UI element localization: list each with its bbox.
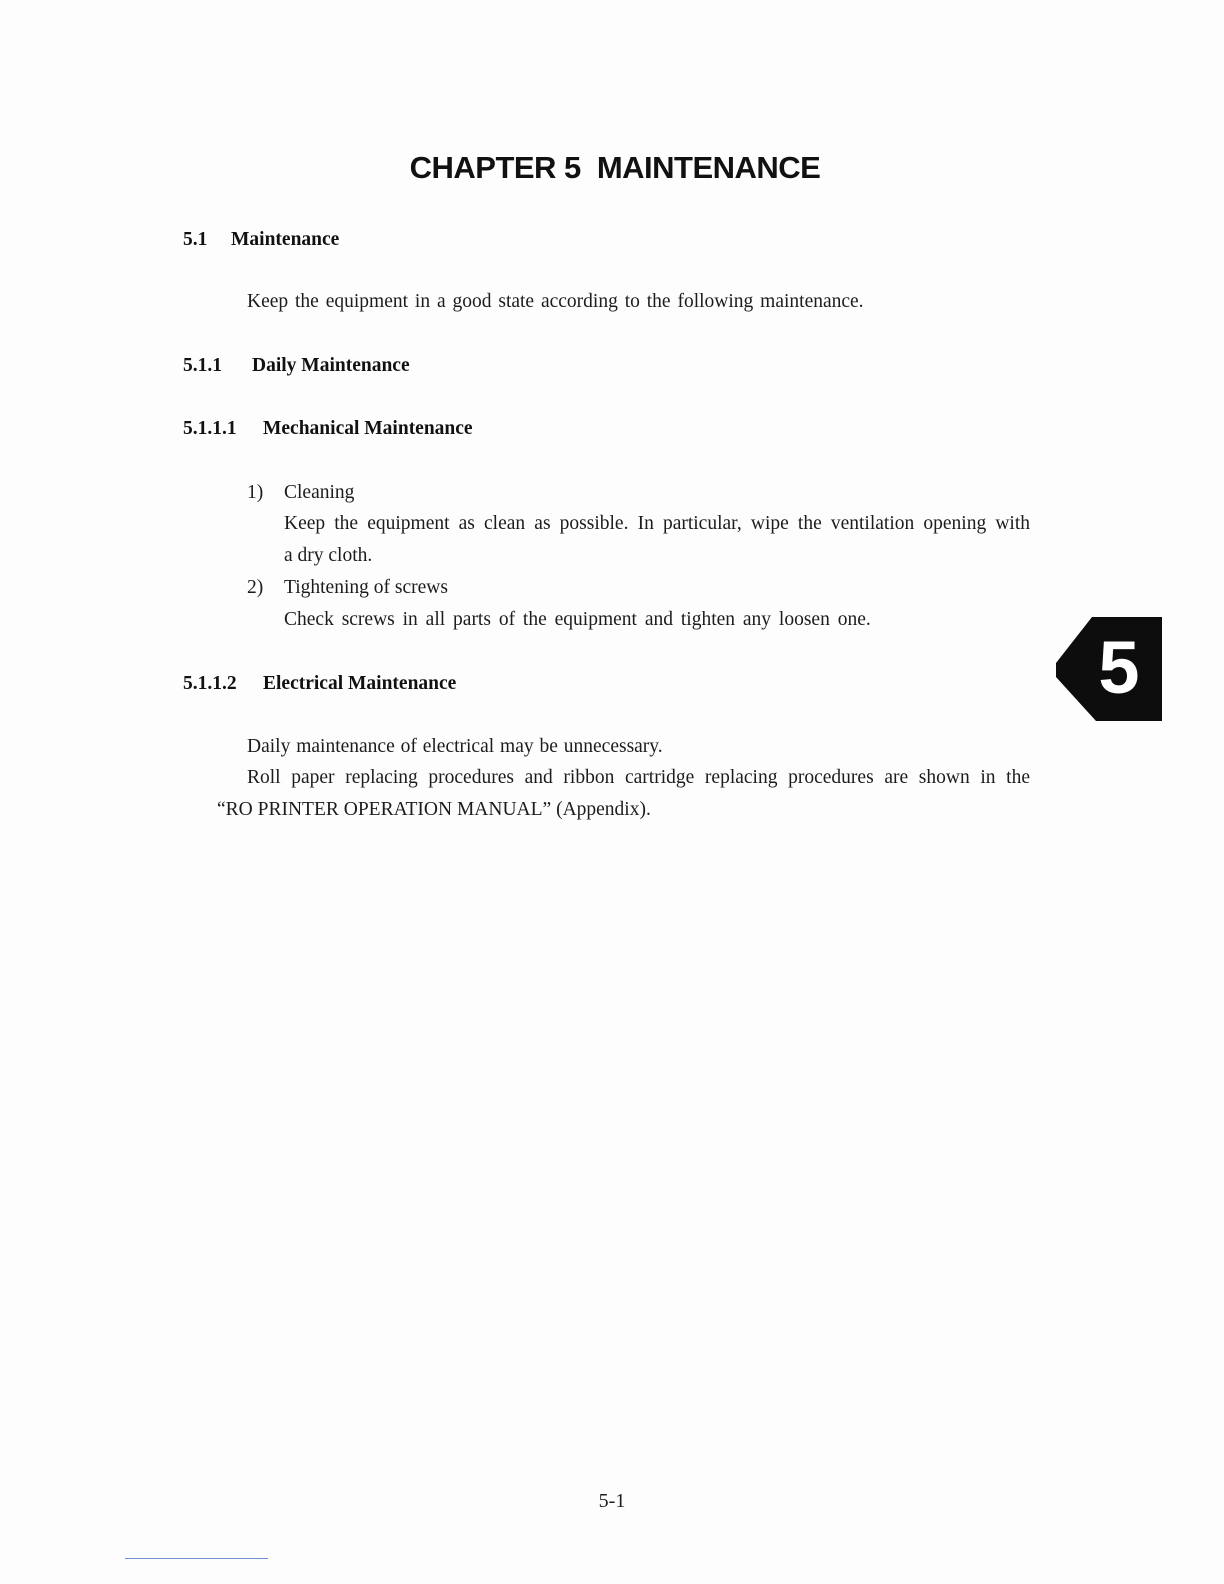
list-item-marker: 2) [247, 577, 264, 598]
list-item-title: Tightening of screws [284, 577, 448, 598]
paragraph-line: Roll paper replacing procedures and ribbon cartridge replacing procedures are shown in the [247, 767, 1030, 788]
section-title: Maintenance [231, 229, 340, 250]
section-number: 5.1.1.1 [183, 418, 237, 439]
section-heading-5-1 [183, 229, 583, 255]
section-title: Daily Maintenance [252, 355, 410, 376]
chapter-tab-number: 5 [1098, 626, 1140, 709]
chapter-name: MAINTENANCE [596, 150, 821, 185]
chapter-title [0, 150, 1224, 186]
section-heading-5-1-1 [183, 355, 583, 381]
paragraph-line: “RO PRINTER OPERATION MANUAL” (Appendix). [217, 799, 651, 820]
section-number: 5.1.1 [183, 355, 222, 376]
section-title: Mechanical Maintenance [263, 418, 473, 439]
chapter-label: CHAPTER 5 [409, 150, 581, 185]
list-item-marker: 1) [247, 482, 264, 503]
list-item-text-line: Keep the equipment as clean as possible. In particular, wipe the ventilation opening with [284, 513, 1030, 534]
chapter-tab-shape [1056, 617, 1162, 722]
page-number: 5-1 [598, 1490, 626, 1512]
section-heading-5-1-1-2 [183, 673, 633, 699]
section-5-1-text: Keep the equipment in a good state according to the following maintenance. [247, 291, 864, 312]
chapter-tab-icon [1056, 617, 1162, 722]
paragraph: Daily maintenance of electrical may be unnecessary. [247, 736, 663, 757]
section-heading-5-1-1-1 [183, 418, 633, 444]
section-title: Electrical Maintenance [263, 673, 457, 694]
list-item-title: Cleaning [284, 482, 355, 503]
list-item-text-line: Check screws in all parts of the equipment and tighten any loosen one. [284, 609, 871, 630]
section-number: 5.1 [183, 229, 208, 250]
list-item-text-line: a dry cloth. [284, 545, 373, 566]
section-number: 5.1.1.2 [183, 673, 237, 694]
footer-rule [125, 1558, 268, 1559]
